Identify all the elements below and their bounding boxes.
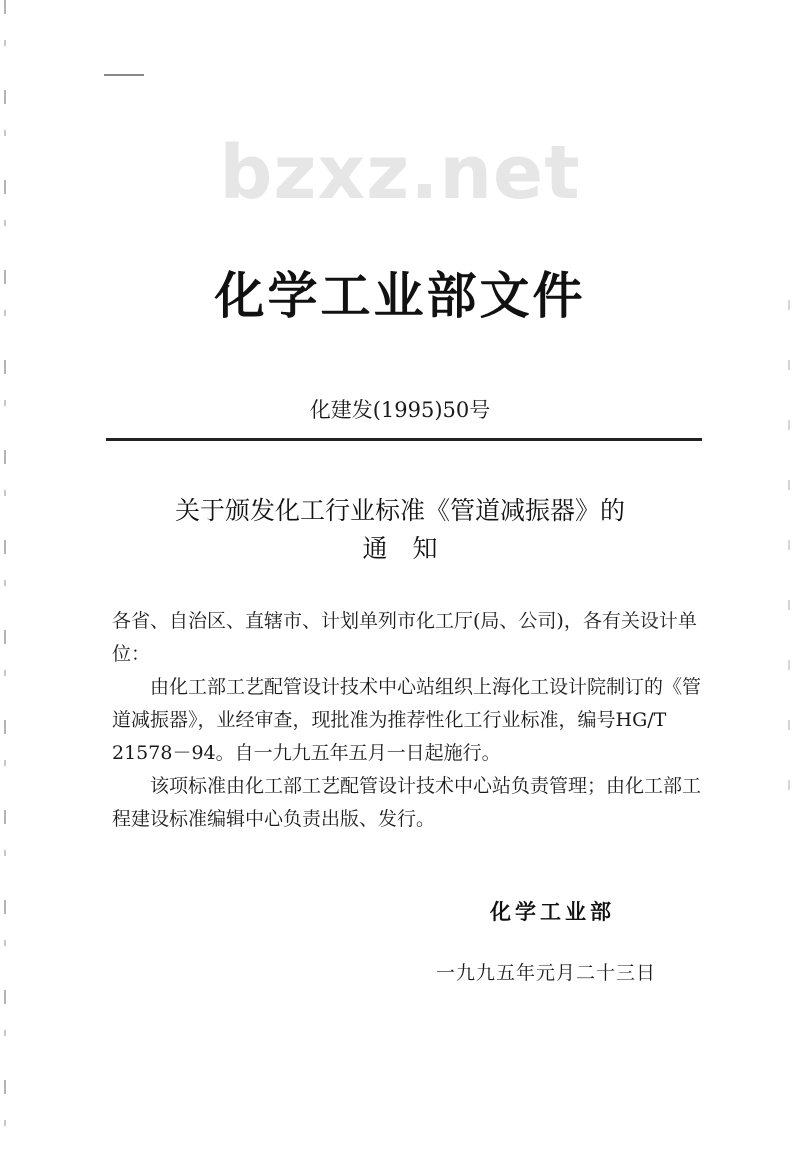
notice-subject <box>0 492 800 568</box>
addressee: 各省、自治区、直辖市、计划单列市化工厅(局、公司)，各有关设计单位： <box>112 610 697 665</box>
header-rule <box>106 438 702 441</box>
document-number: 化建发(1995)50号 <box>309 398 491 422</box>
subject-line-2: 通 知 <box>362 534 438 563</box>
body-paragraph-1: 由化工部工艺配管设计技术中心站组织上海化工设计院制订的《管道减振器》，业经审查，现批准为推荐性化工行业标准，编号HG/T 21578－94。自一九九五年五月一日起施行。 <box>112 676 702 764</box>
issue-date: 一九九五年元月二十三日 <box>436 962 657 984</box>
document-title: 化学工业部文件 <box>214 267 586 325</box>
issuer-name: 化学工业部 <box>490 900 615 924</box>
subject-line-1: 关于颁发化工行业标准《管道减振器》的 <box>174 496 625 525</box>
watermark: bzxz.net <box>219 130 581 216</box>
body-paragraph-2: 该项标准由化工部工艺配管设计技术中心站负责管理；由化工部工程建设标准编辑中心负责出版、发行。 <box>112 775 702 830</box>
scan-mark <box>104 74 144 76</box>
notice-body <box>112 605 712 836</box>
